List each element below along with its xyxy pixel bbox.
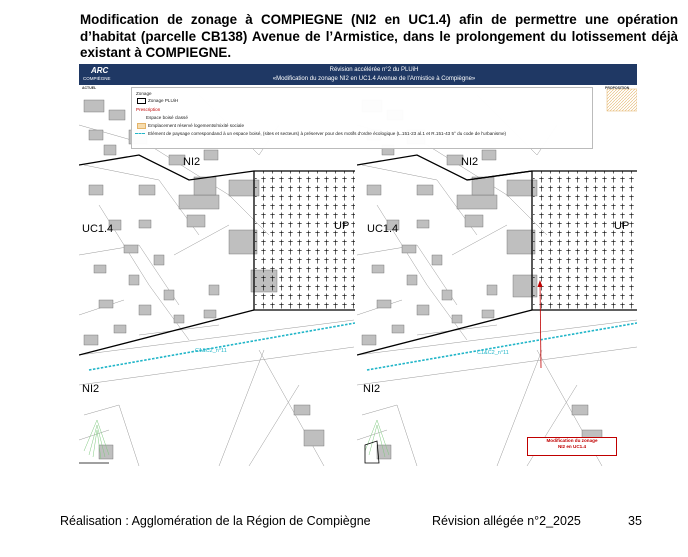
linear-label-left: C1&C2_n°11 — [195, 348, 227, 354]
legend-zonage-item: Zonage PLUiH — [148, 97, 179, 103]
modification-callout — [527, 437, 617, 456]
map-banner — [79, 64, 637, 85]
zone-label-ni2-bottom-right: NI2 — [363, 383, 381, 395]
zone-label-uc14-left: UC1.4 — [82, 223, 114, 235]
zone-label-up-left: UP — [334, 220, 350, 232]
banner-subtitle: «Modification du zonage NI2 en UC1.4 Avenue de l'Armistice à Compiègne» — [272, 76, 476, 82]
zone-label-ni2-bottom-left: NI2 — [82, 383, 100, 395]
callout-line-1: Modification du zonage — [546, 438, 598, 443]
legend-er-swatch — [137, 123, 146, 129]
zone-label-up-right: UP — [614, 220, 630, 232]
footer-author: Réalisation : Agglomération de la Région de Compiègne — [60, 514, 371, 528]
zone-label-ni2-top-left: NI2 — [183, 156, 201, 168]
linear-label-right: C1&C2_n°11 — [477, 350, 509, 356]
banner-title: Révision accélérée n°2 du PLUiH — [329, 67, 419, 73]
legend-zonage-title: Zonage — [136, 91, 152, 96]
arc-logo — [81, 66, 131, 84]
legend-linear-swatch — [135, 133, 145, 134]
footer-page-number: 35 — [628, 514, 642, 528]
legend-zonage-swatch — [137, 98, 146, 104]
footer-revision: Révision allégée n°2_2025 — [432, 514, 581, 528]
map-board — [79, 64, 637, 466]
legend-item-paysage: Elément de paysage correspondand à un espace boisé, (sites et secteurs) à préserver pour des motifs d'ordre écologique (L.151-23 al.1 et R.151-43 5° du code de l'urbanisme) — [148, 130, 507, 136]
zone-label-uc14-right: UC1.4 — [367, 223, 399, 235]
panel-tag-left: ACTUEL — [82, 86, 97, 90]
legend-item-er: Emplacement réservé logements/mixité sociale — [148, 122, 244, 128]
zone-label-ni2-top-right: NI2 — [461, 156, 479, 168]
map-legend — [131, 87, 593, 149]
page-heading: Modification de zonage à COMPIEGNE (NI2 en UC1.4) afin de permettre une opération d’habitat (parcelle CB138) Avenue de l’Armistice, dans le prolongement du lotissement déjà existant à COMPIEGNE. — [80, 12, 678, 60]
callout-line-2: NI2 en UC1.4 — [557, 444, 587, 449]
logo-sub-text: COMPIÈGNE — [83, 76, 111, 81]
legend-item-ebc: Espace boisé classé — [146, 114, 188, 120]
logo-main-text: ARC — [91, 66, 109, 75]
legend-prescription-title: Prescription — [136, 107, 161, 112]
panel-tag-right: PROPOSITION — [605, 86, 630, 90]
